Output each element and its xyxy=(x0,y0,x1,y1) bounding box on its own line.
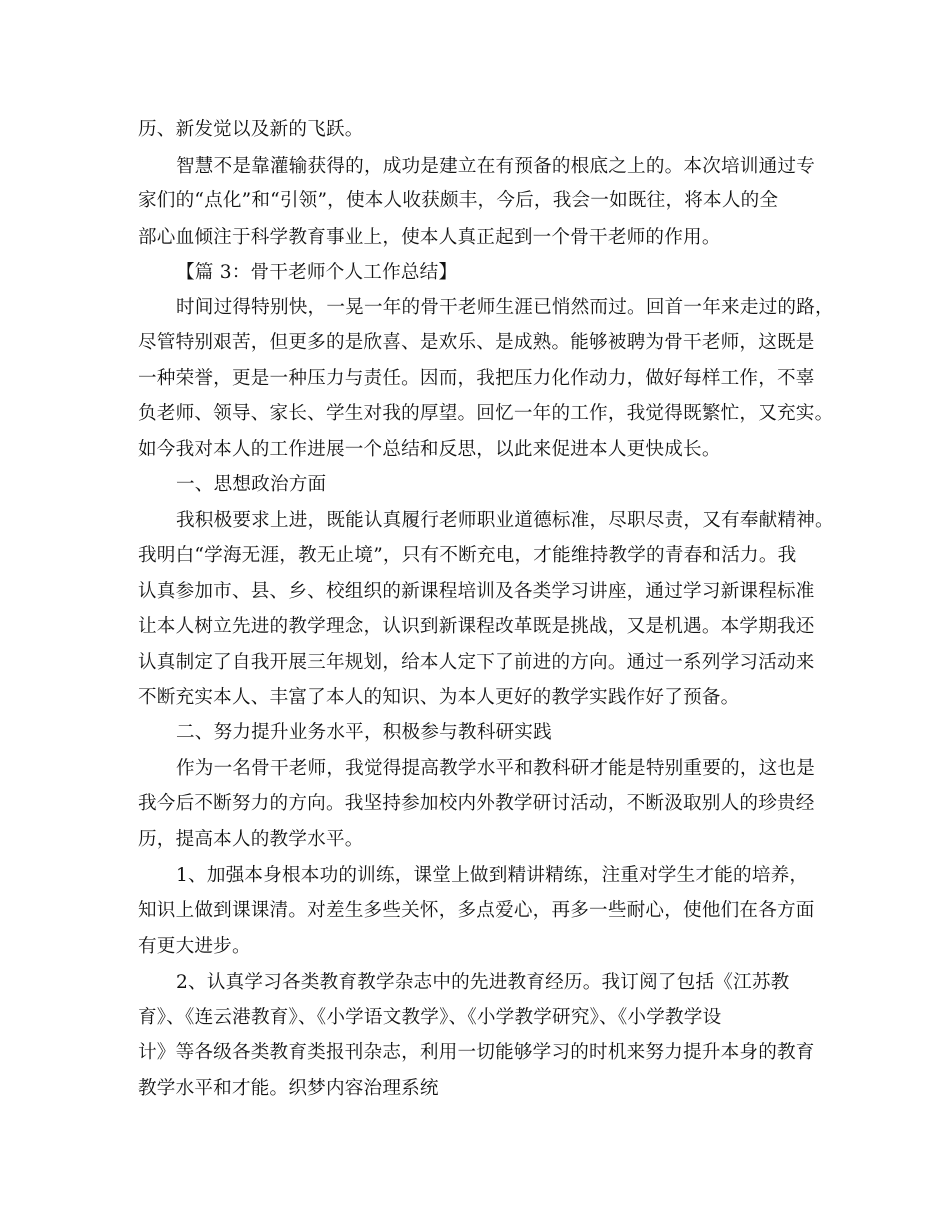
text-line: 一种荣誉，更是一种压力与责任。因而，我把压力化作动力，做好每样工作，不辜 xyxy=(138,368,815,389)
paragraph-start: 智慧不是靠灌输获得的，成功是建立在有预备的根底之上的。本次培训通过专 xyxy=(176,156,815,177)
text-line: 如今我对本人的工作进展一个总结和反思，以此来促进本人更快成长。 xyxy=(138,439,721,460)
paragraph-start: 时间过得特别快，一晃一年的骨干老师生涯已悄然而过。回首一年来走过的路， xyxy=(176,297,834,318)
text-line: 家们的“点化”和“引领”，使本人收获颇丰，今后，我会一如既往，将本人的全 xyxy=(138,190,779,211)
paragraph-start: 2、认真学习各类教育教学杂志中的先进教育经历。我订阅了包括《江苏教 xyxy=(176,972,790,993)
section-title: 【篇 3：骨干老师个人工作总结】 xyxy=(176,262,458,283)
text-line: 认真制定了自我开展三年规划，给本人定下了前进的方向。通过一系列学习活动来 xyxy=(138,652,815,673)
paragraph-start: 作为一名骨干老师，我觉得提高教学水平和教科研才能是特别重要的，这也是 xyxy=(176,758,815,779)
text-line: 知识上做到课课清。对差生多些关怀，多点爱心，再多一些耐心，使他们在各方面 xyxy=(138,900,815,921)
text-line: 历、新发觉以及新的飞跃。 xyxy=(138,119,364,140)
text-line: 历，提高本人的教学水平。 xyxy=(138,829,364,850)
text-line: 不断充实本人、丰富了本人的知识、为本人更好的教学实践作好了预备。 xyxy=(138,687,740,708)
text-line: 让本人树立先进的教学理念，认识到新课程改革既是挑战，又是机遇。本学期我还 xyxy=(138,616,815,637)
text-line: 尽管特别艰苦，但更多的是欣喜、是欢乐、是成熟。能够被聘为骨干老师，这既是 xyxy=(138,332,815,353)
text-line: 有更大进步。 xyxy=(138,936,251,957)
paragraph-start: 1、加强本身根本功的训练，课堂上做到精讲精练，注重对学生才能的培养， xyxy=(176,865,809,886)
subheading: 一、思想政治方面 xyxy=(176,474,327,495)
text-line: 我明白“学海无涯，教无止境”，只有不断充电，才能维持教学的青春和活力。我 xyxy=(138,545,797,566)
paragraph-start: 我积极要求上进，既能认真履行老师职业道德标准，尽职尽责，又有奉献精神。 xyxy=(176,510,834,531)
text-line: 负老师、领导、家长、学生对我的厚望。回忆一年的工作，我觉得既繁忙，又充实。 xyxy=(138,403,834,424)
text-line: 部心血倾注于科学教育事业上，使本人真正起到一个骨干老师的作用。 xyxy=(138,227,721,248)
text-line: 认真参加市、县、乡、校组织的新课程培训及各类学习讲座，通过学习新课程标准 xyxy=(138,581,815,602)
text-line: 我今后不断努力的方向。我坚持参加校内外教学研讨活动，不断汲取别人的珍贵经 xyxy=(138,793,815,814)
text-line: 计》等各级各类教育类报刊杂志，利用一切能够学习的时机来努力提升本身的教育 xyxy=(138,1042,815,1063)
subheading: 二、努力提升业务水平，积极参与教科研实践 xyxy=(176,722,552,743)
text-line: 教学水平和才能。织梦内容治理系统 xyxy=(138,1078,439,1099)
text-line: 育》、《连云港教育》、《小学语文教学》、《小学教学研究》、《小学教学设 xyxy=(138,1007,722,1028)
